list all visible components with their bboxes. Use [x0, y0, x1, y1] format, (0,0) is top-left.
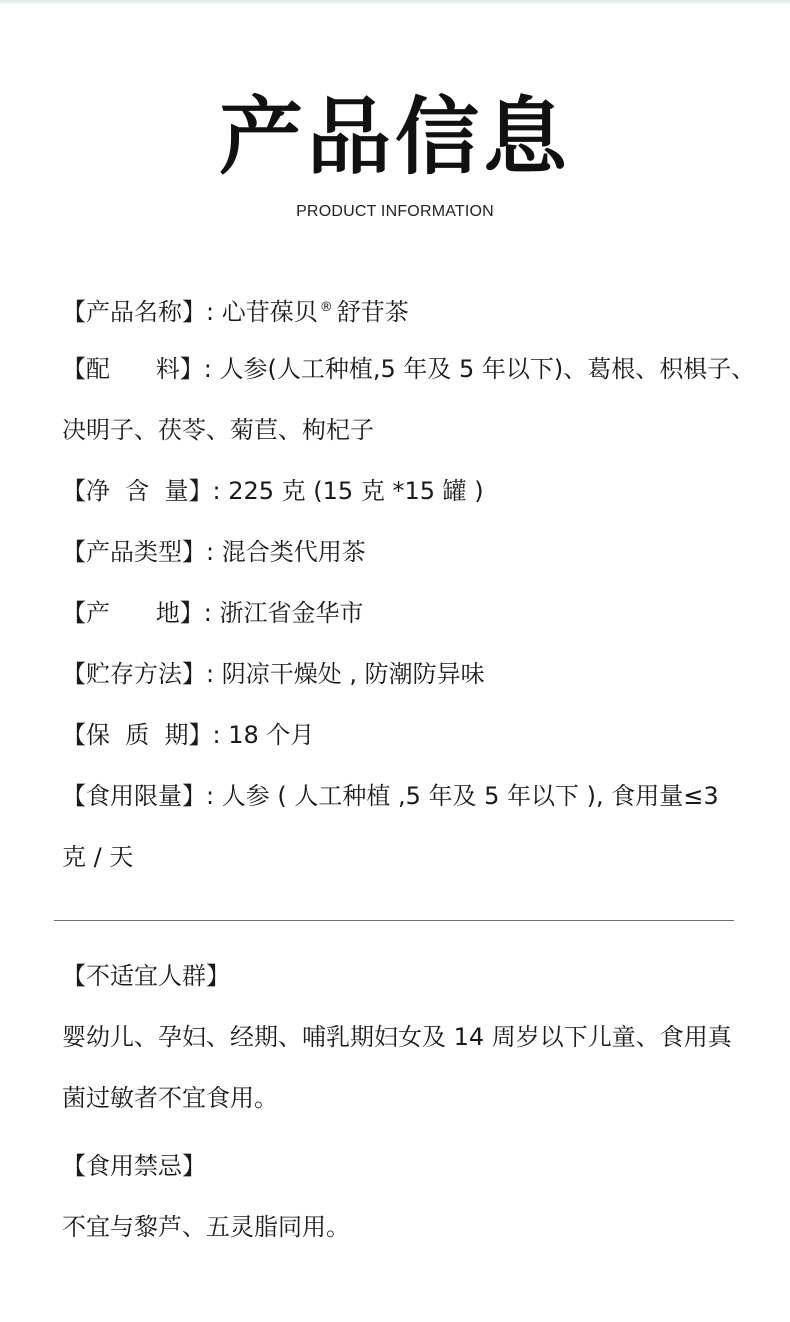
storage-value: 阴凉干燥处 , 防潮防异味 [221, 660, 485, 688]
ingredients-line-2: 决明子、茯苓、菊苣、枸杞子 [62, 416, 374, 444]
shelf-life-row [62, 719, 314, 751]
unsuitable-text-line-2: 菌过敏者不宜食用。 [62, 1084, 278, 1112]
product-name-value-2: 舒苷茶 [336, 298, 409, 326]
product-name-label: 【产品名称】: [62, 298, 222, 326]
ingredients-row [62, 353, 755, 385]
unsuitable-text-line-1: 婴幼儿、孕妇、经期、哺乳期妇女及 14 周岁以下儿童、食用真 [62, 1023, 732, 1051]
intake-limit-row-continued [62, 841, 133, 873]
taboo-heading: 【食用禁忌】 [62, 1152, 206, 1180]
origin-row [62, 597, 364, 629]
intake-limit-label: 【食用限量】: [62, 782, 222, 810]
origin-value: 浙江省金华市 [219, 599, 364, 627]
net-content-label: 【净 含 量】: [62, 477, 229, 505]
origin-label: 【产 地】: [62, 599, 220, 627]
taboo-text: 不宜与黎芦、五灵脂同用。 [62, 1213, 350, 1241]
shelf-life-value: 18 个月 [228, 721, 315, 749]
product-name-row [62, 292, 409, 328]
intake-limit-line-2: 克 / 天 [62, 843, 134, 871]
ingredients-line-1: 人参(人工种植,5 年及 5 年以下)、葛根、枳椇子、 [219, 355, 756, 383]
ingredients-label: 【配 料】: [62, 355, 220, 383]
ingredients-row-continued [62, 414, 374, 446]
top-decorative-strip [0, 0, 790, 4]
product-type-label: 【产品类型】: [62, 538, 222, 566]
page-subtitle: PRODUCT INFORMATION [296, 203, 494, 220]
registered-mark: ® [319, 300, 333, 315]
section-divider [54, 920, 734, 921]
shelf-life-label: 【保 质 期】: [62, 721, 229, 749]
product-type-row [62, 536, 366, 568]
storage-row [62, 658, 485, 690]
net-content-value: 225 克 (15 克 *15 罐 ) [228, 477, 484, 505]
storage-label: 【贮存方法】: [62, 660, 222, 688]
net-content-row [62, 475, 484, 507]
unsuitable-heading: 【不适宜人群】 [62, 962, 230, 990]
product-type-value: 混合类代用茶 [221, 538, 366, 566]
intake-limit-row [62, 780, 719, 812]
product-name-value: 心苷葆贝 [221, 298, 318, 326]
page-title: 产品信息 [218, 87, 571, 186]
intake-limit-line-1: 人参 ( 人工种植 ,5 年及 5 年以下 ), 食用量≤3 [221, 782, 719, 810]
